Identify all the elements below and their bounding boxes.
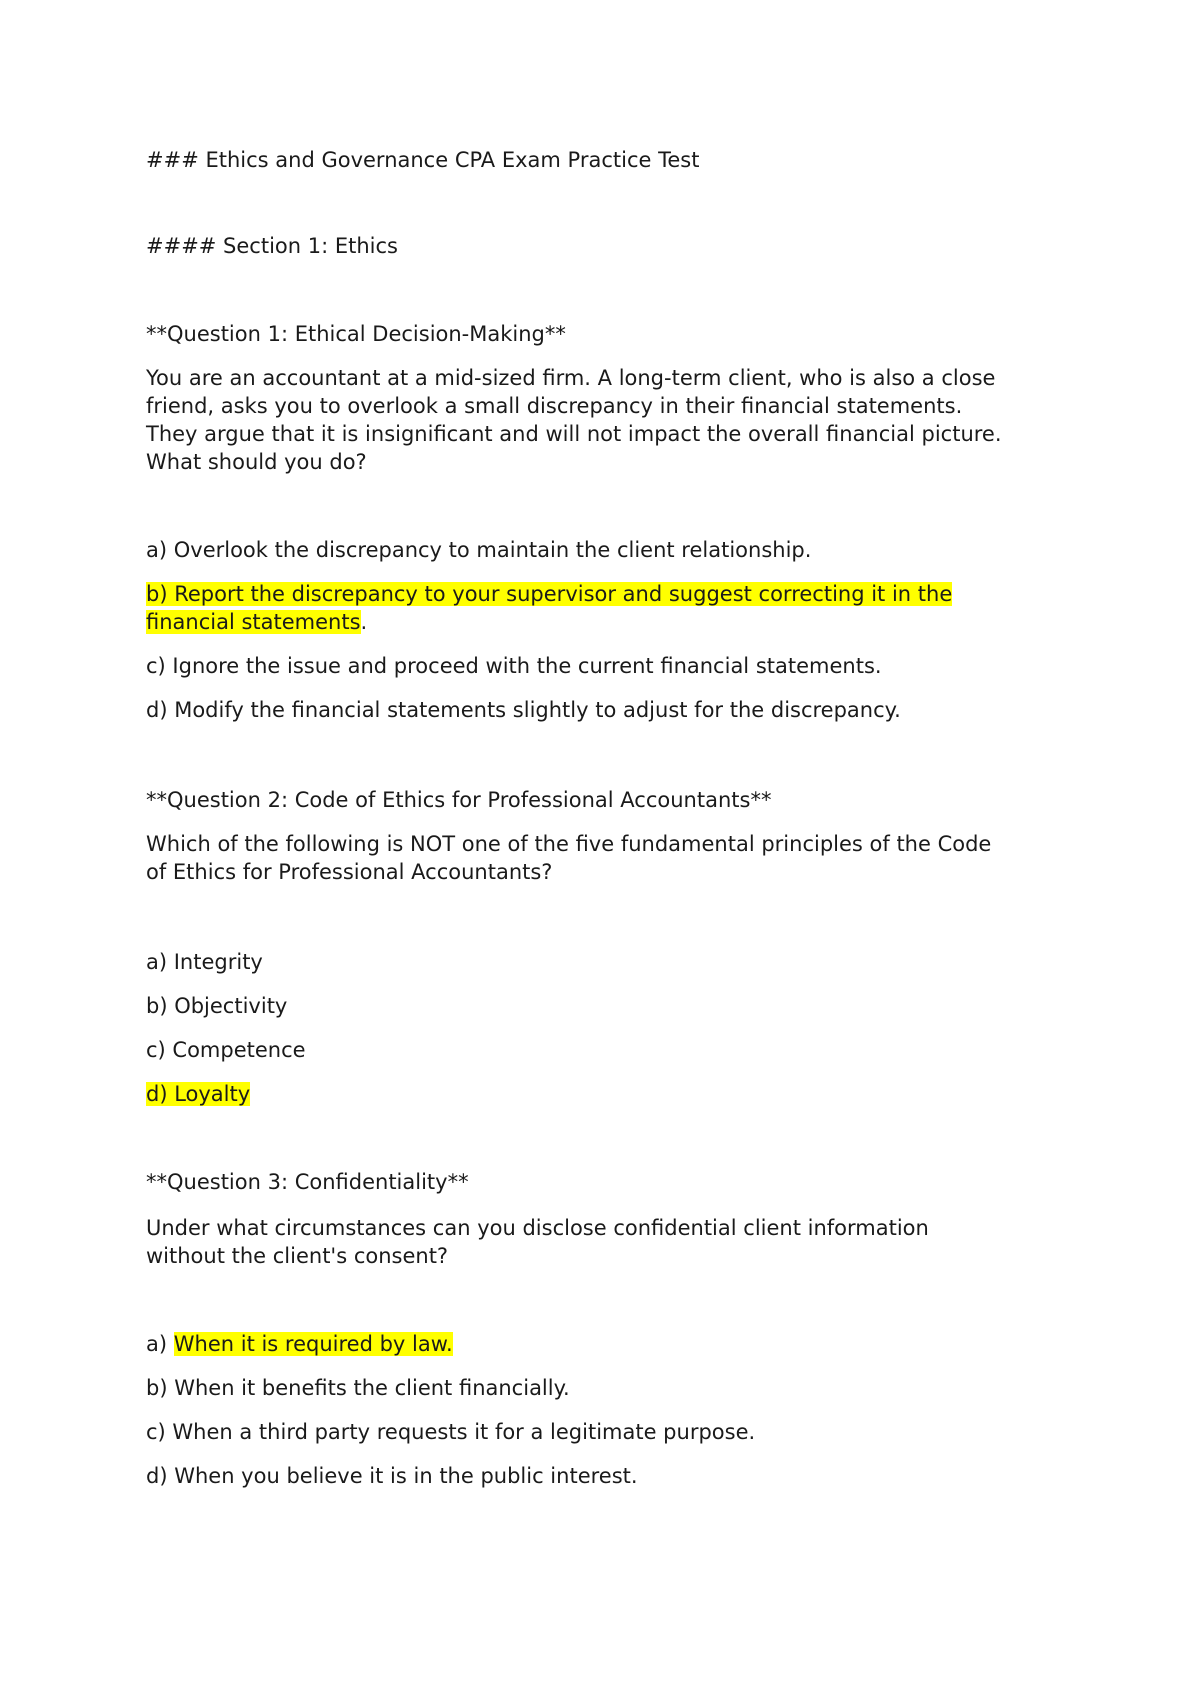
question-3-option-a — [146, 1330, 453, 1358]
question-1-option-b-line-2 — [146, 608, 367, 636]
question-3-heading: **Question 3: Confidentiality** — [146, 1170, 469, 1194]
document-title: ### Ethics and Governance CPA Exam Practice Test — [146, 148, 700, 172]
question-2-option-a: a) Integrity — [146, 950, 263, 974]
question-2-prompt-line-2: of Ethics for Professional Accountants? — [146, 860, 553, 884]
highlighted-answer: b) Report the discrepancy to your supervisor and suggest correcting it in the — [146, 582, 953, 606]
question-1-option-a: a) Overlook the discrepancy to maintain the client relationship. — [146, 538, 812, 562]
question-2-option-c: c) Competence — [146, 1038, 306, 1062]
highlighted-answer: d) Loyalty — [146, 1082, 251, 1106]
section-heading: #### Section 1: Ethics — [146, 234, 398, 258]
question-3-option-c: c) When a third party requests it for a legitimate purpose. — [146, 1420, 756, 1444]
question-2-option-b: b) Objectivity — [146, 994, 288, 1018]
question-1-prompt-line-1: You are an accountant at a mid-sized firm. A long-term client, who is also a close — [146, 366, 996, 390]
question-3-prompt-line-1: Under what circumstances can you disclose confidential client information — [146, 1216, 929, 1240]
question-1-prompt-line-3: They argue that it is insignificant and will not impact the overall financial picture. — [146, 422, 1002, 446]
question-2-option-d — [146, 1080, 250, 1108]
question-1-option-d: d) Modify the financial statements slightly to adjust for the discrepancy. — [146, 698, 901, 722]
question-2-heading: **Question 2: Code of Ethics for Professional Accountants** — [146, 788, 772, 812]
highlighted-answer: financial statements — [146, 610, 361, 634]
question-1-prompt-line-2: friend, asks you to overlook a small discrepancy in their financial statements. — [146, 394, 963, 418]
question-1-option-b-line-1 — [146, 580, 952, 608]
option-a-prefix: a) — [146, 1332, 174, 1356]
question-2-prompt-line-1: Which of the following is NOT one of the five fundamental principles of the Code — [146, 832, 992, 856]
question-1-option-c: c) Ignore the issue and proceed with the current financial statements. — [146, 654, 882, 678]
question-3-prompt-line-2: without the client's consent? — [146, 1244, 449, 1268]
option-b-period: . — [360, 610, 368, 634]
question-3-option-d: d) When you believe it is in the public interest. — [146, 1464, 638, 1488]
question-1-heading: **Question 1: Ethical Decision-Making** — [146, 322, 566, 346]
highlighted-answer: When it is required by law. — [173, 1332, 453, 1356]
question-3-option-b: b) When it benefits the client financially. — [146, 1376, 570, 1400]
question-1-prompt-line-4: What should you do? — [146, 450, 367, 474]
